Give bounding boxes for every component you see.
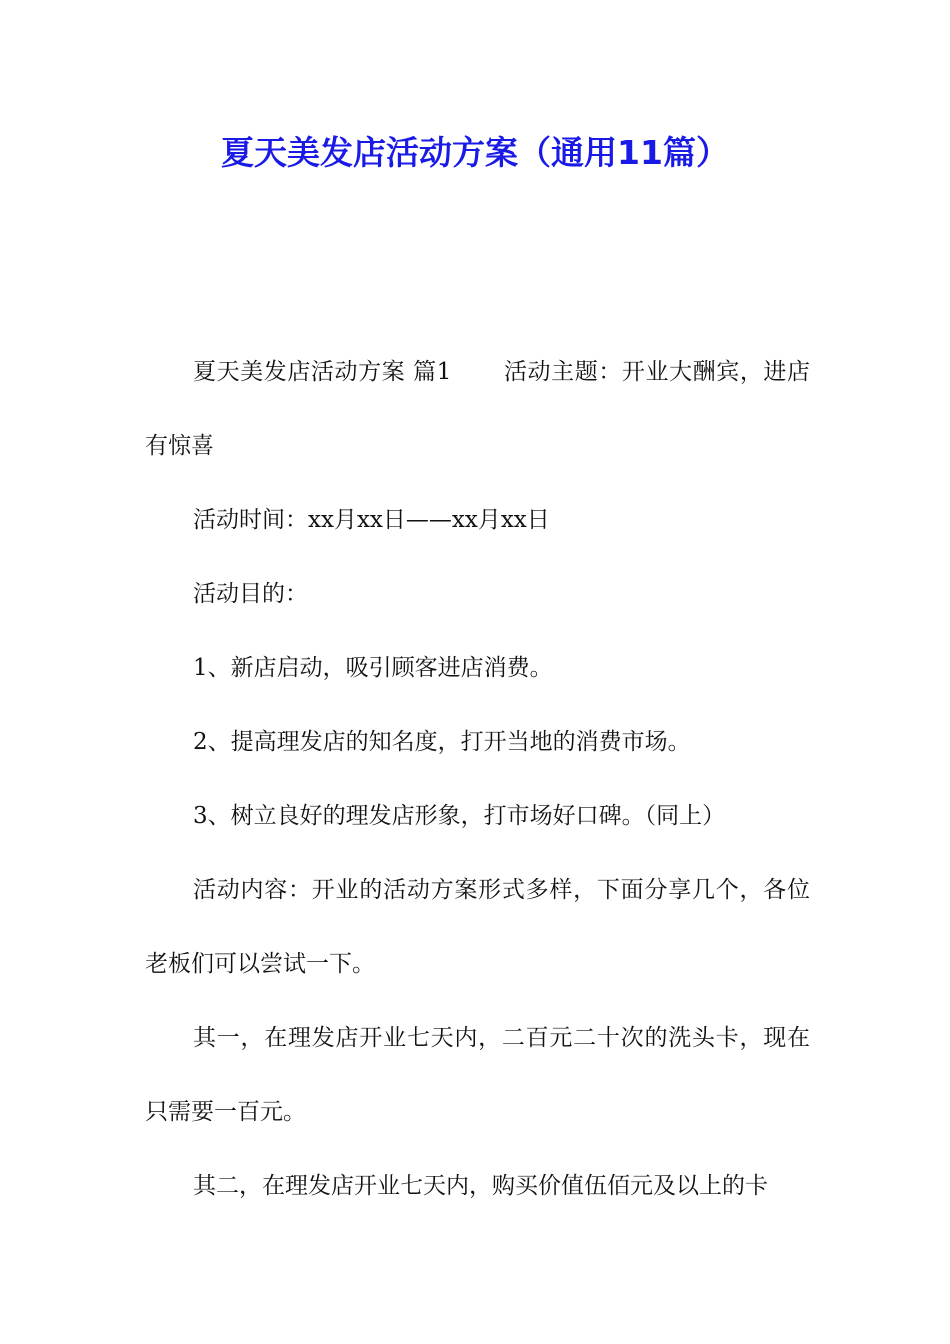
paragraph-8: 其一，在理发店开业七天内，二百元二十次的洗头卡，现在只需要一百元。 xyxy=(145,1025,810,1125)
document-title: 夏天美发店活动方案（通用11篇） xyxy=(221,133,729,172)
paragraph-4: 1、新店启动，吸引顾客进店消费。 xyxy=(193,655,553,681)
paragraph-3: 活动目的： xyxy=(193,581,308,607)
paragraph-9: 其二，在理发店开业七天内，购买价值伍佰元及以上的卡 xyxy=(193,1173,768,1199)
document-body xyxy=(145,335,810,1223)
section-heading: 夏天美发店活动方案 篇1 xyxy=(193,359,452,385)
paragraph-2: 活动时间：xx月xx日——xx月xx日 xyxy=(193,507,550,533)
activity-theme-text: 活动主题：开业大酬宾，进店有惊喜 xyxy=(145,359,810,459)
paragraph-1 xyxy=(145,335,810,483)
paragraph-5: 2、提高理发店的知名度，打开当地的消费市场。 xyxy=(193,729,691,755)
paragraph-7: 活动内容：开业的活动方案形式多样，下面分享几个，各位老板们可以尝试一下。 xyxy=(145,877,810,977)
paragraph-6: 3、树立良好的理发店形象，打市场好口碑。（同上） xyxy=(193,803,726,829)
